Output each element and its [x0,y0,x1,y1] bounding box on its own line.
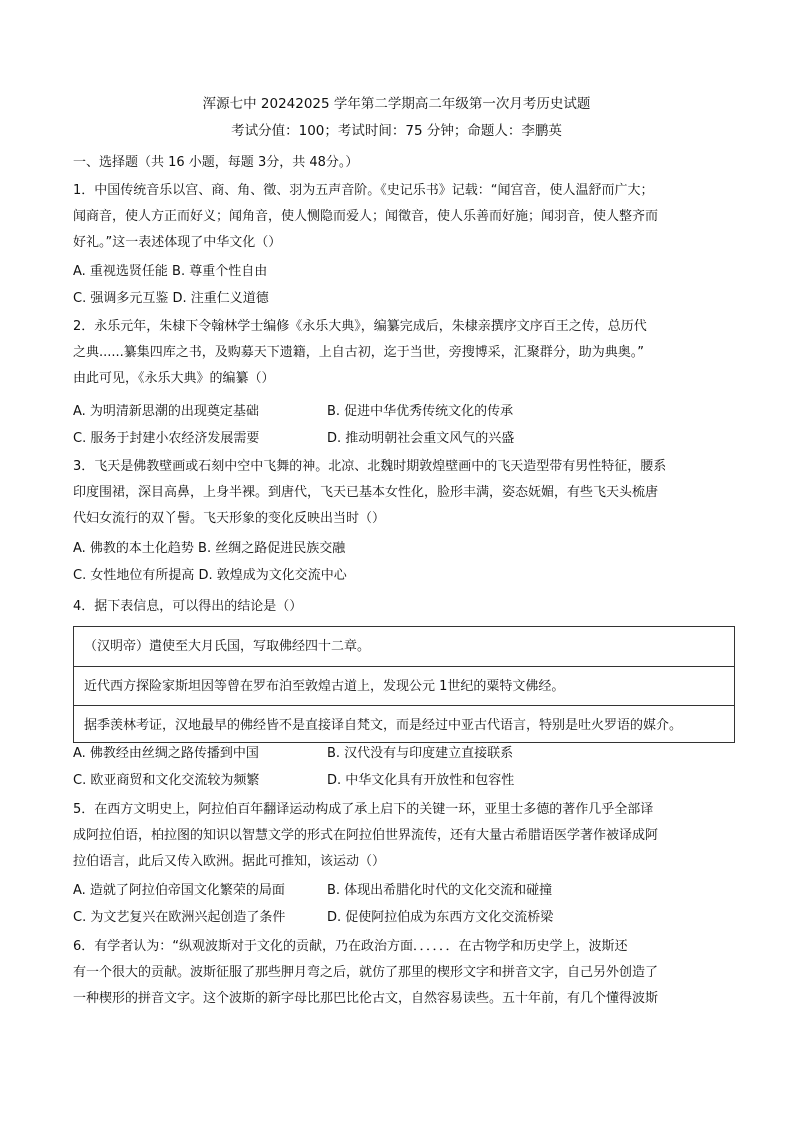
question-1-line-3: 好礼。”这一表述体现了中华文化（） [73,235,282,250]
question-4-stem: 4．据下表信息，可以得出的结论是（） [73,599,303,614]
question-4-table [73,626,735,743]
exam-title: 浑源七中 20242025 学年第二学期高二年级第一次月考历史试题 [202,96,591,112]
question-5-option-a: A. 造就了阿拉伯帝国文化繁荣的局面 [73,883,285,898]
question-6 [73,934,721,1012]
question-5-line-2: 成阿拉伯语，柏拉图的知识以智慧文学的形式在阿拉伯世界流传，还有大量古希腊语医学著作被译成阿 [73,828,659,843]
question-5-line-1: 5．在西方文明史上，阿拉伯百年翻译运动构成了承上启下的关键一环，亚里士多德的著作几乎全部译 [73,802,654,817]
question-2-line-1: 2．永乐元年，朱棣下令翰林学士编修《永乐大典》，编纂完成后，朱棣亲撰序文序百王之传，总历代 [73,319,647,334]
table-row: 据季羡林考证，汉地最早的佛经皆不是直接译自梵文，而是经过中亚古代语言，特别是吐火罗语的媒介。 [74,705,734,744]
question-6-line-2: 有一个很大的贡献。波斯征服了那些胛月弯之后，就仿了那里的楔形文字和拼音文字，自己另外创造了 [73,965,659,980]
question-3-line-1: 3．飞天是佛教壁画或石刻中空中飞舞的神。北凉、北魏时期敦煌壁画中的飞天造型带有男性特征，腰系 [73,459,667,474]
question-3-line-3: 代妇女流行的双丫髻。飞天形象的变化反映出当时（） [73,511,386,526]
question-2-option-b: B. 促进中华优秀传统文化的传承 [327,404,514,419]
question-6-line-1: 6．有学者认为：“纵观波斯对于文化的贡献，乃在政治方面．．．．．．在古物学和历史学上，波斯还 [73,939,628,954]
section-heading-text: 一、选择题（共 16 小题，每题 3分，共 48分。） [73,155,359,170]
question-3-options-ab: A. 佛教的本土化趋势 B. 丝绸之路促进民族交融 [73,541,346,556]
question-5-option-d: D. 促使阿拉伯成为东西方文化交流桥梁 [327,910,554,925]
question-6-line-3: 一种楔形的拼音文字。这个波斯的新字母比那巴比伦古文，自然容易读些。五十年前，有几个懂得波斯 [73,991,659,1006]
question-1-line-1: 1．中国传统音乐以宫、商、角、徵、羽为五声音阶。《史记乐书》记载：“闻宫音，使人温舒而广大； [73,183,654,198]
exam-info: 考试分值：100；考试时间：75 分钟；命题人：李鹏英 [231,123,562,139]
question-1-line-2: 闻商音，使人方正而好义；闻角音，使人恻隐而爱人；闻徵音，使人乐善而好施；闻羽音，使人整齐而 [73,209,659,224]
question-5-line-3: 拉伯语言，此后又传入欧洲。据此可推知，该运动（） [73,854,386,869]
question-2-option-d: D. 推动明朝社会重文风气的兴盛 [327,431,515,446]
question-4-option-b: B. 汉代没有与印度建立直接联系 [327,746,514,761]
question-4-option-a: A. 佛教经由丝绸之路传播到中国 [73,746,259,761]
question-5-option-b: B. 体现出希腊化时代的文化交流和碰撞 [327,883,553,898]
question-5-option-c: C. 为文艺复兴在欧洲兴起创造了条件 [73,910,286,925]
question-2-line-2: 之典......纂集四库之书，及购募天下遗籍，上自古初，迄于当世，旁搜博采，汇聚群分，助为典奥。” [73,345,645,360]
question-3-line-2: 印度围裙，深目高鼻，上身半裸。到唐代，飞天已基本女性化，脸形丰满，姿态妩媚，有些飞天头梳唐 [73,485,659,500]
question-4-option-d: D. 中华文化具有开放性和包容性 [327,773,515,788]
question-4 [73,594,721,620]
question-2-option-c: C. 服务于封建小农经济发展需要 [73,431,260,446]
question-2-line-3: 由此可见，《永乐大典》的编纂（） [73,371,275,386]
section-heading [73,150,721,176]
question-1 [73,178,721,256]
question-2-option-a: A. 为明清新思潮的出现奠定基础 [73,404,259,419]
question-1-options-cd: C. 强调多元互鉴 D. 注重仁义道德 [73,291,269,306]
question-1-options-ab: A. 重视选贤任能 B. 尊重个性自由 [73,264,268,279]
question-4-option-c: C. 欧亚商贸和文化交流较为频繁 [73,773,260,788]
question-5 [73,797,721,875]
table-row: （汉明帝）遣使至大月氏国，写取佛经四十二章。 [84,639,371,654]
question-3-options-cd: C. 女性地位有所提高 D. 敦煌成为文化交流中心 [73,568,347,583]
question-3 [73,454,721,532]
table-row: 近代西方探险家斯坦因等曾在罗布泊至敦煌古道上，发现公元 1世纪的粟特文佛经。 [74,666,734,705]
question-2 [73,314,721,392]
